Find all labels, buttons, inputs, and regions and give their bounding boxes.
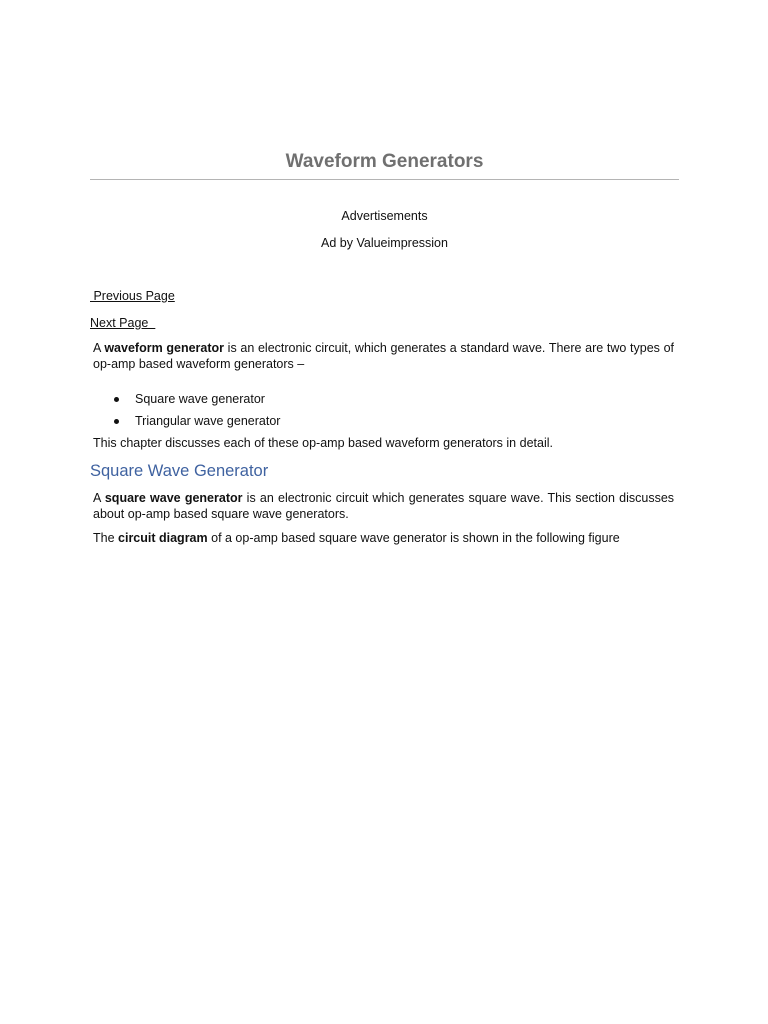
ad-by-label: Ad by Valueimpression [321,236,448,250]
intro-a: A [93,341,105,355]
list-item-label: Square wave generator [135,392,265,406]
circuit-a: The [93,531,119,545]
generator-types-list [90,391,280,435]
bullet-icon [114,397,119,402]
chapter-note: This chapter discusses each of these op-amp based waveform generators in detail. [93,436,553,450]
next-page-link[interactable]: Next Page [90,316,156,330]
bullet-icon [114,419,119,424]
circuit-rest: of a op-amp based square wave generator is shown in the following figure [207,531,620,545]
list-item [90,391,280,413]
title-divider [90,179,679,180]
list-item [90,413,280,435]
square-wave-term: square wave generator [104,491,243,505]
previous-page-link[interactable]: Previous Page [90,289,175,303]
intro-paragraph [93,341,674,372]
page-title: Waveform Generators [285,151,484,172]
square-wave-a: A [93,491,105,505]
intro-rest: is an electronic circuit, which generates a standard wave. There are two types of op-amp based waveform generators – [93,341,675,371]
square-wave-rest: is an electronic circuit which generates square wave. This section discusses about op-amp based square wave generators. [93,491,675,521]
square-wave-paragraph [93,491,674,522]
list-item-label: Triangular wave generator [135,414,281,428]
circuit-diagram-paragraph [93,531,674,547]
advertisements-label: Advertisements [341,209,428,223]
circuit-term: circuit diagram [118,531,208,545]
section-heading: Square Wave Generator [90,462,269,480]
intro-term: waveform generator [104,341,225,355]
